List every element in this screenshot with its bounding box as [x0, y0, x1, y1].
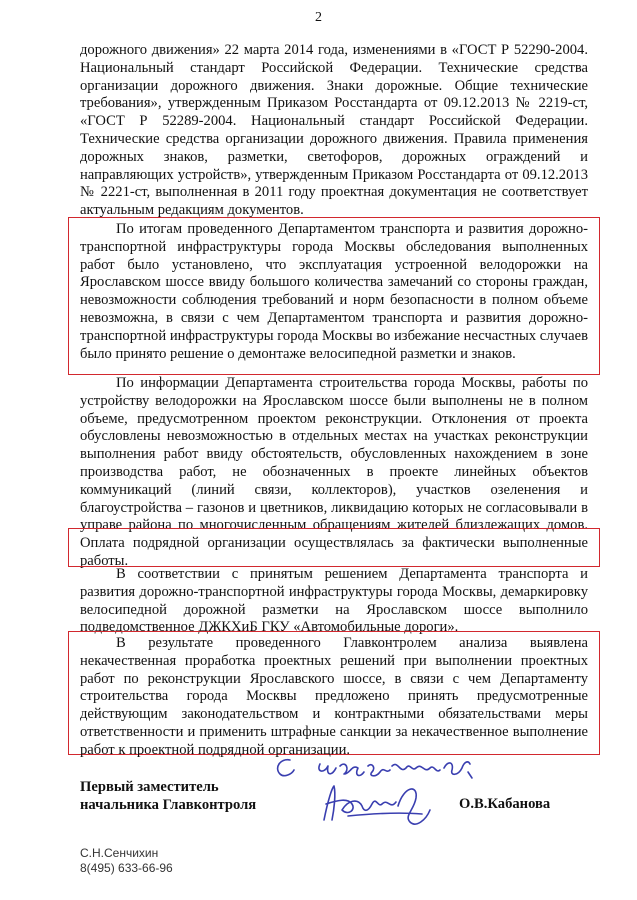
paragraph-conclusion: В результате проведенного Главконтролем анализа выявлена некачественная проработка проектных решений при выполнении проектных работ по реконструкции Ярославского шоссе, в связи с чем Департаменту строительства города Москвы предложено принять предусмотренные действующим законодательством и контрактными обязательствами меры ответственности и применить штрафные санкции за некачественное выполнение работ к проектной подрядной организации. — [80, 635, 588, 758]
paragraph-inspection-decision: По итогам проведенного Департаментом транспорта и развития дорожно-транспортной инфраструктуры города Москвы обследования выполненных работ было установлено, что эксплуатация устроенной велодорожки на Ярославском шоссе ввиду большого количества замечаний со стороны граждан, невозможности соблюдения требований и норм безопасности в полном объеме невозможна, в связи с чем Департаментом транспорта и развития дорожно-транспортной инфраструктуры города Москвы во избежание несчастных случаев было принято решение о демонтаже велосипедной разметки и знаков. — [80, 221, 588, 362]
contact-block — [80, 846, 173, 876]
contact-name: С.Н.Сенчихин — [80, 846, 159, 860]
paragraph-demarking: В соответствии с принятым решением Департамента транспорта и развития дорожно-транспортной инфраструктуры города Москвы, демаркировку велосипедной дорожной разметки на Ярославском шоссе выполнило подведомственное ДЖКХиБ ГКУ «Автомобильные дороги». — [80, 566, 588, 636]
signatory-title-line2: начальника Главконтроля — [80, 797, 257, 813]
highlight-box-payment — [68, 528, 600, 567]
handwritten-signature — [318, 780, 438, 835]
paragraph-standards: дорожного движения» 22 марта 2014 года, изменениями в «ГОСТ Р 52290-2004. Национальный стандарт Российской Федерации. Технические средства организации дорожного движения. Знаки дорожные. Общие технические требования», утвержденным Приказом Росстандарта от 09.12.2013 № 2219-ст, «ГОСТ Р 52289-2004. Национальный стандарт Российской Федерации. Технические средства организации дорожного движения. Правила применения дорожных знаков, разметки, светофоров, дорожных ограждений и направляющих устройств», утвержденным Приказом Росстандарта от 09.12.2013 № 2221-ст, выполненная в 2011 году проектная документация не соответствует актуальным редакциям документов. — [80, 42, 588, 219]
signatory-title-line1: Первый заместитель — [80, 779, 219, 795]
signatory-title — [80, 778, 256, 814]
paragraph-construction-info: По информации Департамента строительства города Москвы, работы по устройству велодорожки на Ярославском шоссе были выполнены не в полном объеме, предусмотренном проектом реконструкции. Отклонения от проекта обусловлены невозможностью в отдельных местах на участках реконструкции выполнения работ ввиду обстоятельств, обусловленных нахождением в зоне производства работ, не обозначенных в проекте линейных объектов коммуникаций (линий связи, коллекторов), участков озеленения и благоустройства – газонов и цветников, ликвидацию которых не согласовывали в управе района по многочисленным обращениям жителей близлежащих домов. Оплата подрядной организации осуществлялась за фактически выполненные работы. — [80, 375, 588, 569]
signatory-name: О.В.Кабанова — [459, 796, 551, 812]
contact-phone: 8(495) 633-66-96 — [80, 861, 173, 875]
page-number: 2 — [315, 10, 322, 25]
